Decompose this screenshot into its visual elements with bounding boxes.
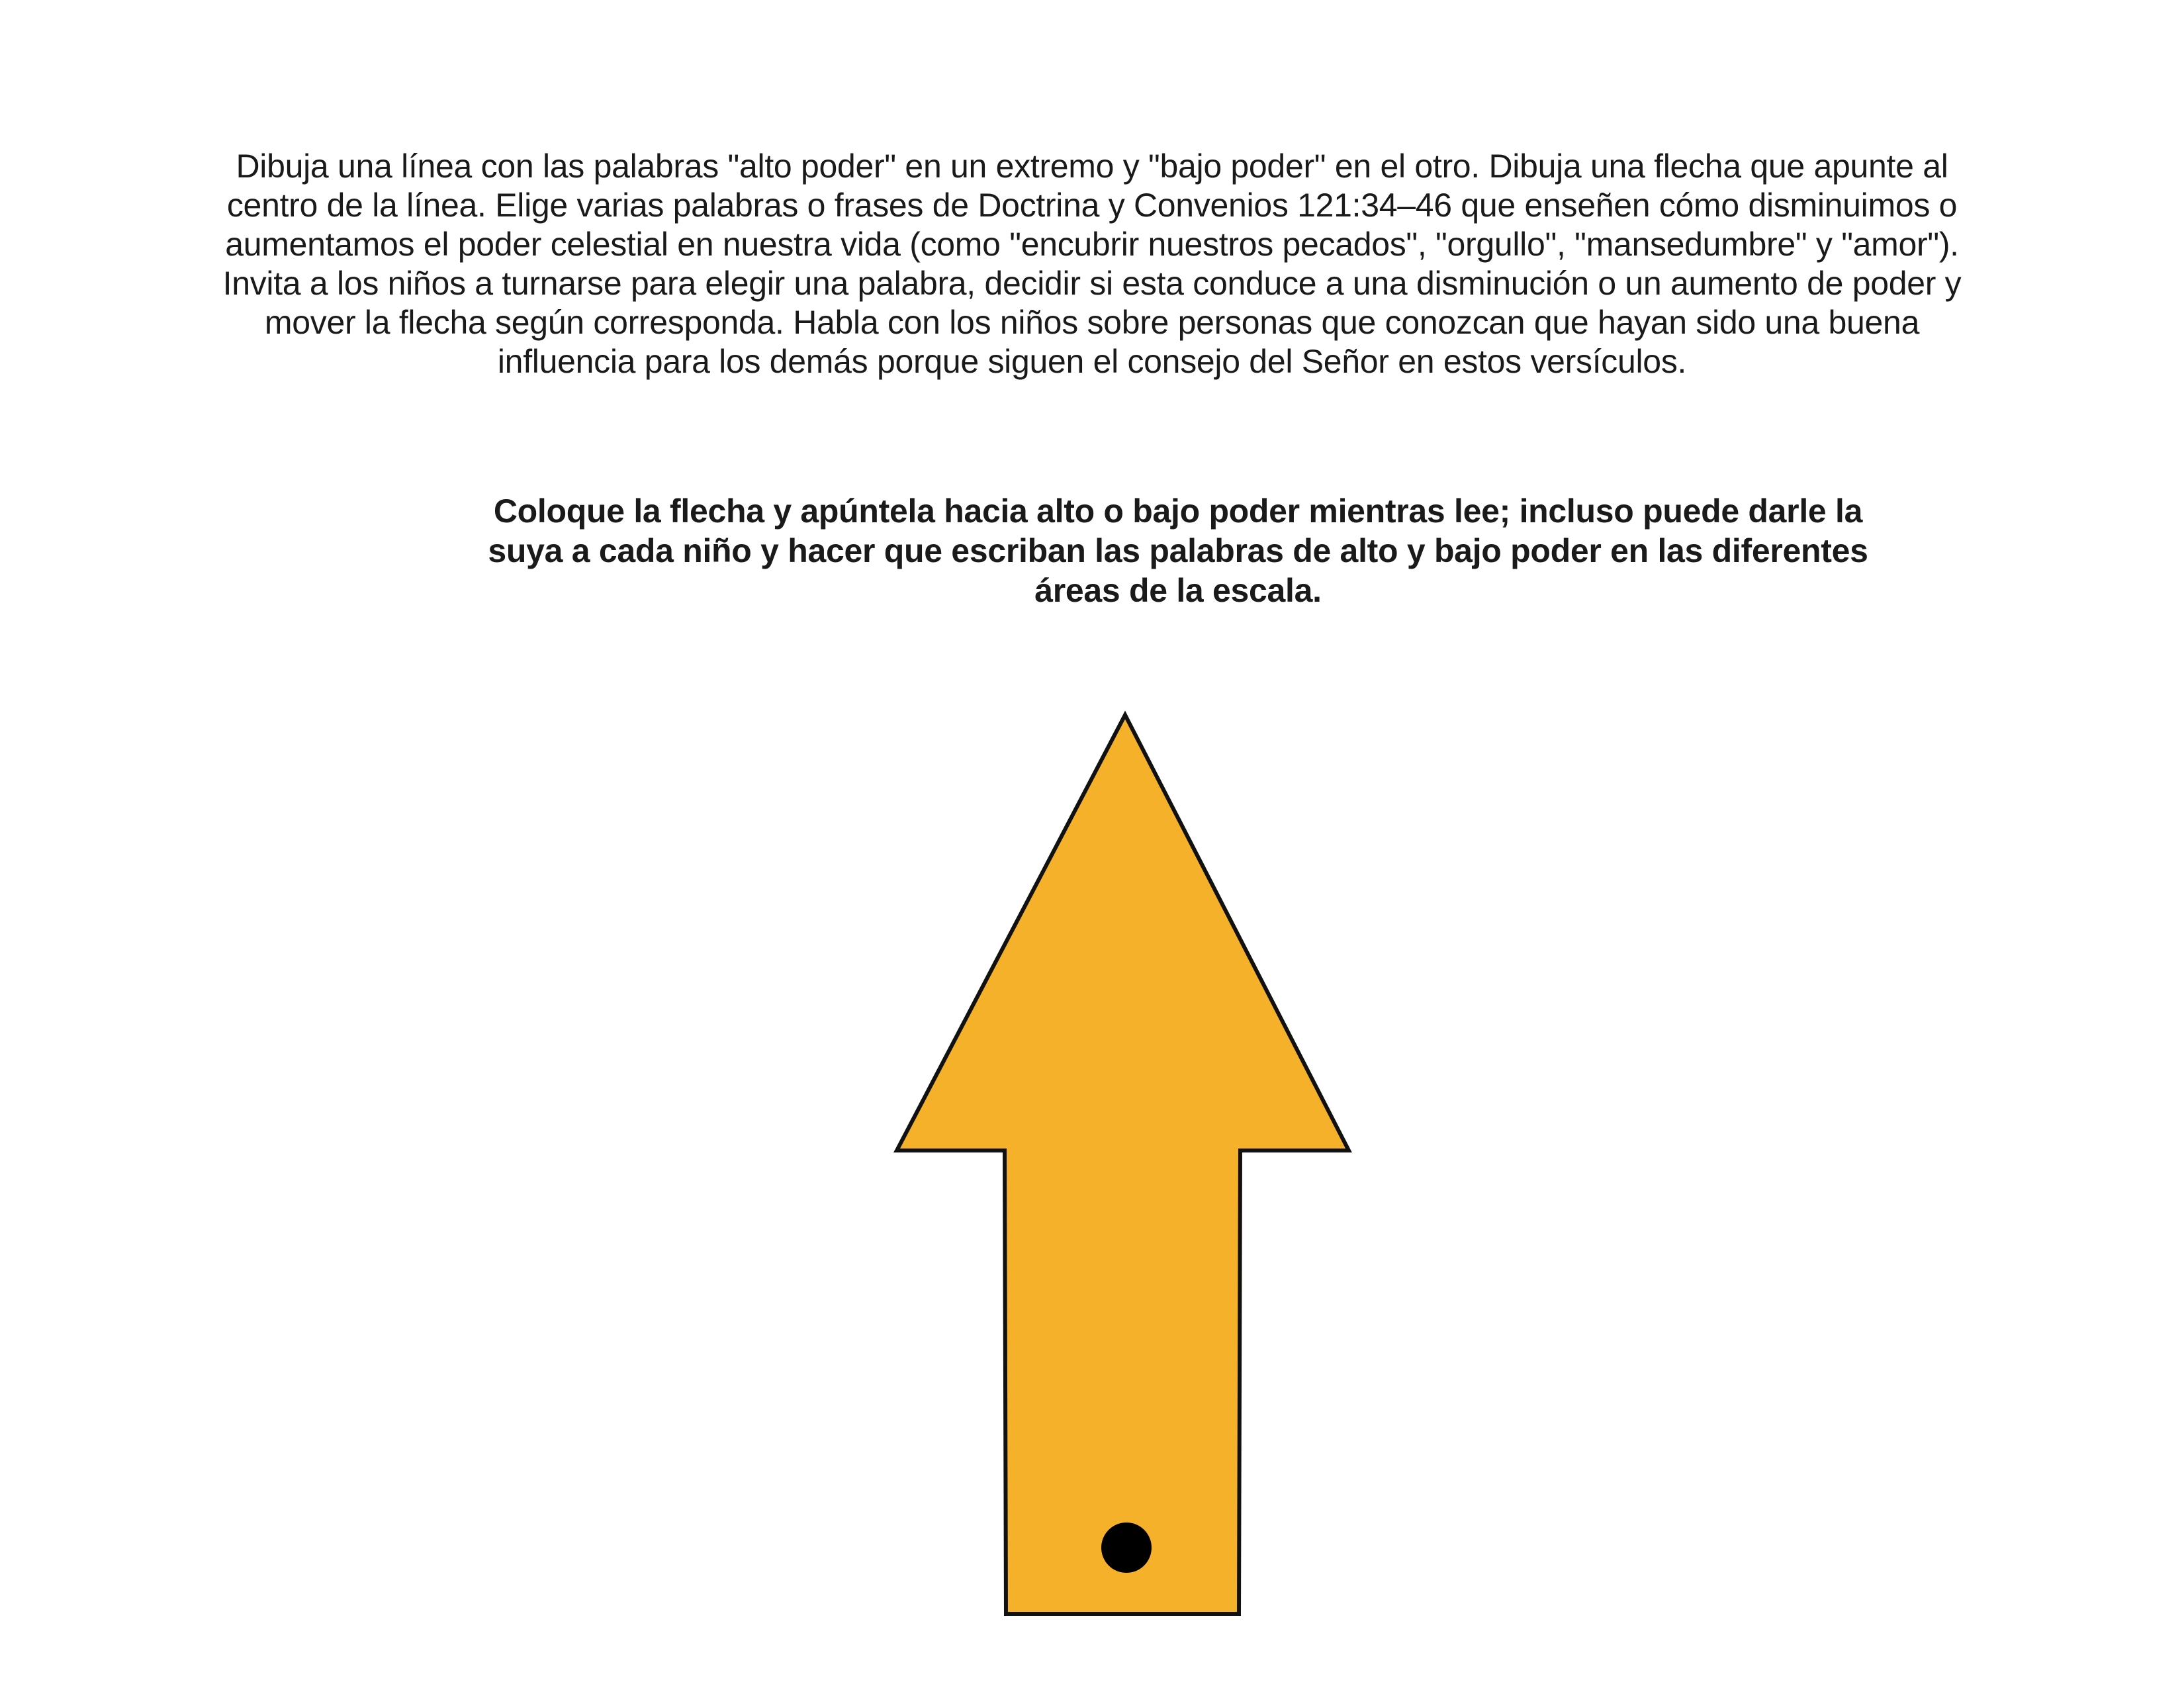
arrow-usage-note: Coloque la flecha y apúntela hacia alto o bajo poder mientras lee; incluso puede darle la suya a cada niño y hacer que escriban las palabras de alto y bajo poder en las diferentes áreas de la escala.	[488, 492, 1868, 609]
instructions-paragraph: Dibuja una línea con las palabras "alto poder" en un extremo y "bajo poder" en el otro. Dibuja una flecha que apunte al centro de la línea. Elige varias palabras o frases de Doctrina y Convenios 121:34–46 que enseñen cómo disminuimos o aumentamos el poder celestial en nuestra vida (como "encubrir nuestros pecados", "orgullo", "mansedumbre" y "amor"). Invita a los niños a turnarse para elegir una palabra, decidir si esta conduce a una disminución o un aumento de poder y mover la flecha según corresponda. Habla con los niños sobre personas que conozcan que hayan sido una buena influencia para los demás porque siguen el consejo del Señor en estos versículos.	[222, 148, 1962, 380]
arrow-shape	[897, 715, 1349, 1614]
arrow-pin-hole	[1101, 1523, 1152, 1573]
cutout-arrow	[887, 702, 1363, 1642]
